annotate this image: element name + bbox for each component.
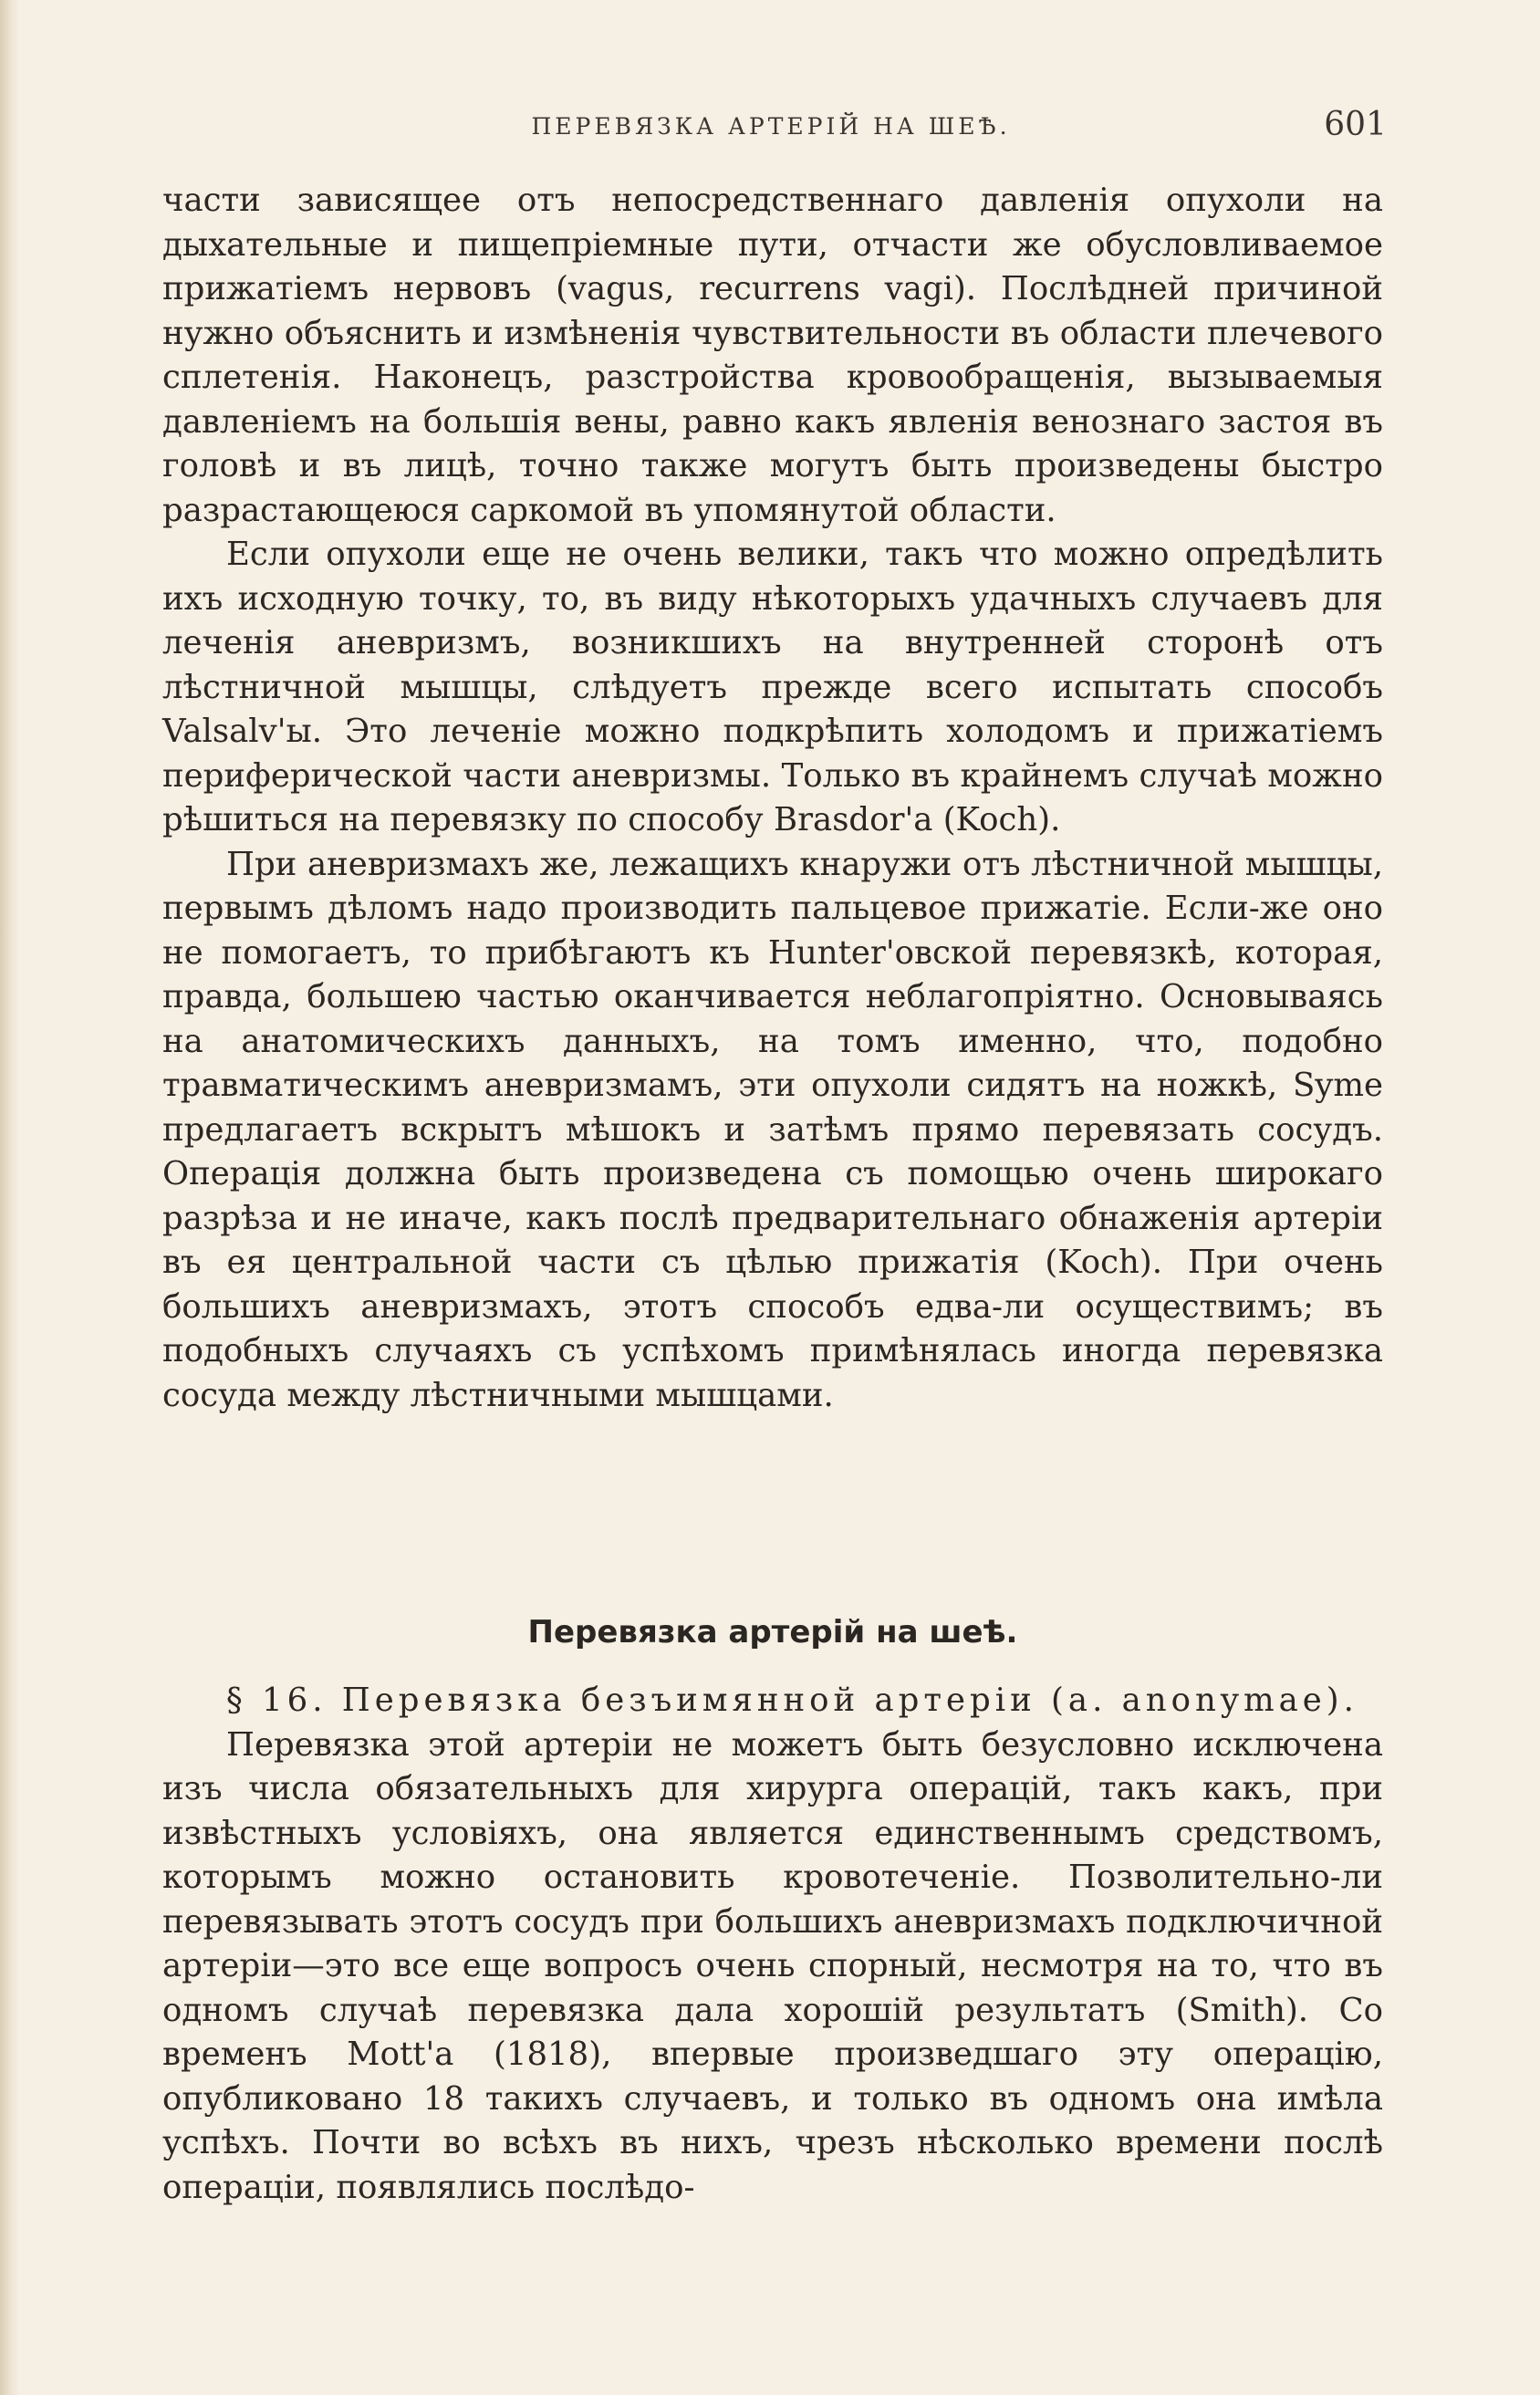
page-binding-edge [0, 0, 20, 2395]
section-16 [162, 1679, 1383, 2210]
body-text [162, 179, 1383, 1418]
page-number: 601 [1324, 106, 1387, 143]
paragraph-3: При аневризмахъ же, лежащихъ кнаружи отъ лѣстничной мышцы, первымъ дѣломъ надо производить пальцевое прижатіе. Если-же оно не помогаетъ, то прибѣгаютъ къ Hunter'овской перевязкѣ, которая, правда, большею частью оканчивается неблагопріятно. Основываясь на анатомическихъ данныхъ, на томъ именно, что, подобно травматическимъ аневризмамъ, эти опухоли сидятъ на ножкѣ, Syme предлагаетъ вскрытъ мѣшокъ и затѣмъ прямо перевязать сосудъ. Операція должна быть произведена съ помощью очень широкаго разрѣза и не иначе, какъ послѣ предварительнаго обнаженія артеріи въ ея центральной части съ цѣлью прижатія (Koch). При очень большихъ аневризмахъ, этотъ способъ едва-ли осуществимъ; въ подобныхъ случаяхъ съ успѣхомъ примѣнялась иногда перевязка сосуда между лѣстничными мышцами. [162, 845, 1383, 1414]
running-title: ПЕРЕВЯЗКА АРТЕРІЙ НА ШЕѢ. [531, 113, 1011, 140]
running-head [155, 106, 1387, 151]
paragraph-2: Если опухоли еще не очень велики, такъ что можно опредѣлить ихъ исходную точку, то, въ виду нѣкоторыхъ удачныхъ случаевъ для леченія аневризмъ, возникшихъ на внутренней сторонѣ отъ лѣстничной мышцы, слѣдуетъ прежде всего испытать способъ Valsalv'ы. Это леченіе можно подкрѣпить холодомъ и прижатіемъ периферической части аневризмы. Только въ крайнемъ случаѣ можно рѣшиться на перевязку по способу Brasdor'а (Koch). [162, 536, 1383, 838]
paragraph-1: части зависящее отъ непосредственнаго давленія опухоли на дыхательные и пищепріемные пути, отчасти же обусловливаемое прижатіемъ нервовъ (vagus, recurrens vagi). Послѣдней причиной нужно объяснить и измѣненія чувствительности въ области плечевого сплетенія. Наконецъ, разстройства кровообращенія, вызываемыя давленіемъ на большія вены, равно какъ явленія венознаго застоя въ головѣ и въ лицѣ, точно также могутъ быть произведены быстро разрастающеюся саркомой въ упомянутой области. [162, 182, 1383, 529]
section-title: § 16. Перевязка безъимянной артеріи (a. anonymae). [226, 1682, 1358, 1719]
section-paragraph: Перевязка этой артеріи не можетъ быть безусловно исключена изъ числа обязательныхъ для хирурга операцій, такъ какъ, при извѣстныхъ условіяхъ, она является единственнымъ средствомъ, которымъ можно остановить кровотеченіе. Позволительно-ли перевязывать этотъ сосудъ при большихъ аневризмахъ подключичной артеріи—это все еще вопросъ очень спорный, несмотря на то, что въ одномъ случаѣ перевязка дала хорошій результатъ (Smith). Со временъ Mott'а (1818), впервые произведшаго эту операцію, опубликовано 18 такихъ случаевъ, и только въ одномъ она имѣла успѣхъ. Почти во всѣхъ въ нихъ, чрезъ нѣсколько времени послѣ операціи, появлялись послѣдо- [162, 1725, 1383, 2206]
section-heading: Перевязка артерій на шеѣ. [527, 1614, 1018, 1650]
